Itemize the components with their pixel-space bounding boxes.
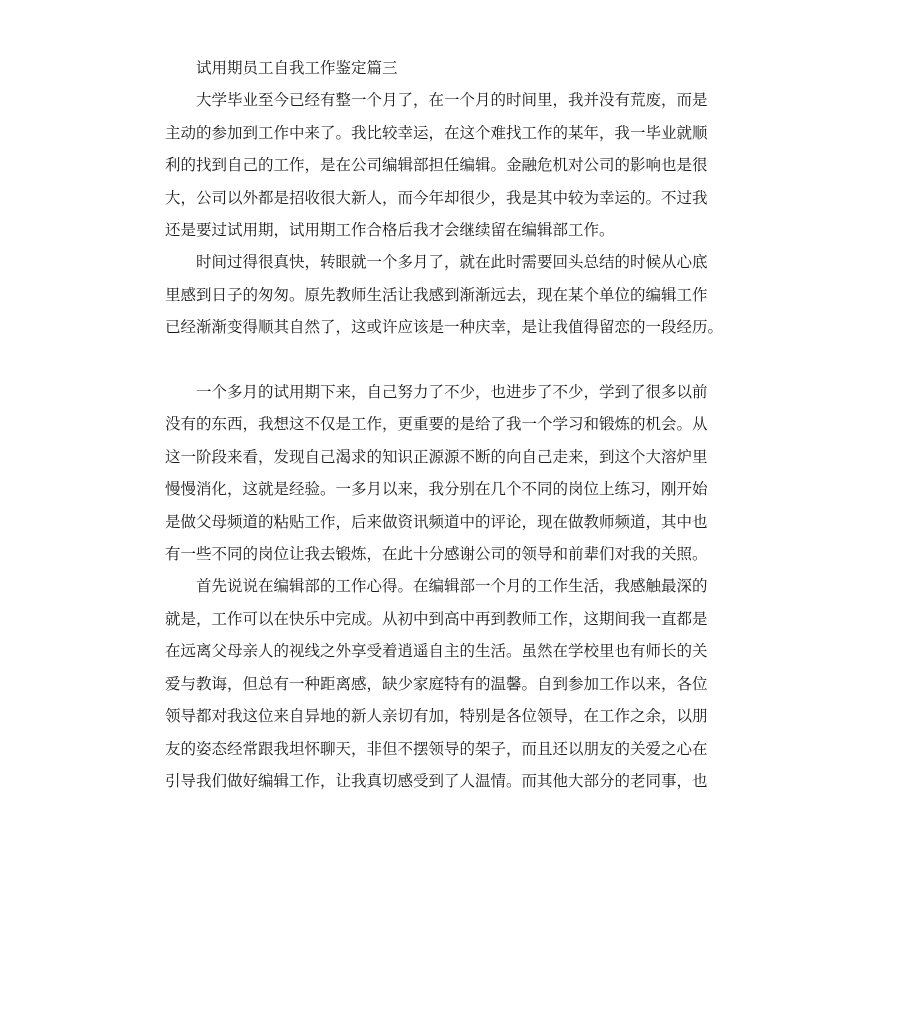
paragraph-line: 在远离父母亲人的视线之外享受着逍遥自主的生活。虽然在学校里也有师长的关 [165, 642, 708, 661]
paragraph-line: 领导都对我这位来自异地的新人亲切有加，特别是各位领导，在工作之余，以朋 [165, 707, 708, 726]
paragraph-line: 就是，工作可以在快乐中完成。从初中到高中再到教师工作，这期间我一直都是 [165, 609, 708, 628]
paragraph-line: 已经渐渐变得顺其自然了，这或许应该是一种庆幸，是让我值得留恋的一段经历。 [165, 318, 724, 337]
paragraph-spacer [165, 344, 765, 376]
paragraph-line: 首先说说在编辑部的工作心得。在编辑部一个月的工作生活，我感触最深的 [196, 577, 708, 596]
paragraph-line: 爱与教诲，但总有一种距离感，缺少家庭特有的温馨。自到参加工作以来，各位 [165, 674, 708, 693]
paragraph-line: 引导我们做好编辑工作，让我真切感受到了人温情。而其他大部分的老同事，也 [165, 771, 708, 790]
paragraph-line: 是做父母频道的粘贴工作，后来做资讯频道中的评论，现在做教师频道，其中也 [165, 512, 708, 531]
document-title: 试用期员工自我工作鉴定篇三 [196, 59, 398, 77]
paragraph-line: 利的找到自己的工作，是在公司编辑部担任编辑。金融危机对公司的影响也是很 [165, 156, 708, 175]
paragraph-4 [165, 570, 765, 797]
paragraph-line: 一个多月的试用期下来，自己努力了不少，也进步了不少，学到了很多以前 [196, 383, 708, 402]
document-body [165, 52, 765, 797]
paragraph-2 [165, 246, 765, 343]
paragraph-line: 慢慢消化，这就是经验。一多月以来，我分别在几个不同的岗位上练习，刚开始 [165, 480, 708, 499]
paragraph-line: 友的姿态经常跟我坦怀聊天，非但不摆领导的架子，而且还以朋友的关爱之心在 [165, 739, 708, 758]
paragraph-line: 时间过得很真快，转眼就一个多月了，就在此时需要回头总结的时候从心底 [196, 253, 708, 272]
paragraph-line: 里感到日子的匆匆。原先教师生活让我感到渐渐远去，现在某个单位的编辑工作 [165, 285, 708, 304]
paragraph-line: 还是要过试用期，试用期工作合格后我才会继续留在编辑部工作。 [165, 221, 615, 240]
paragraph-1 [165, 84, 765, 246]
paragraph-line: 有一些不同的岗位让我去锻炼，在此十分感谢公司的领导和前辈们对我的关照。 [165, 545, 708, 564]
paragraph-line: 主动的参加到工作中来了。我比较幸运，在这个难找工作的某年，我一毕业就顺 [165, 123, 708, 142]
paragraph-3 [165, 376, 765, 570]
paragraph-line: 大学毕业至今已经有整一个月了，在一个月的时间里，我并没有荒废，而是 [196, 91, 708, 110]
paragraph-line: 没有的东西，我想这不仅是工作，更重要的是给了我一个学习和锻炼的机会。从 [165, 415, 708, 434]
paragraph-line: 大，公司以外都是招收很大新人，而今年却很少，我是其中较为幸运的。不过我 [165, 188, 708, 207]
paragraph-line: 这一阶段来看，发现自己渴求的知识正源源不断的向自己走来，到这个大溶炉里 [165, 447, 708, 466]
